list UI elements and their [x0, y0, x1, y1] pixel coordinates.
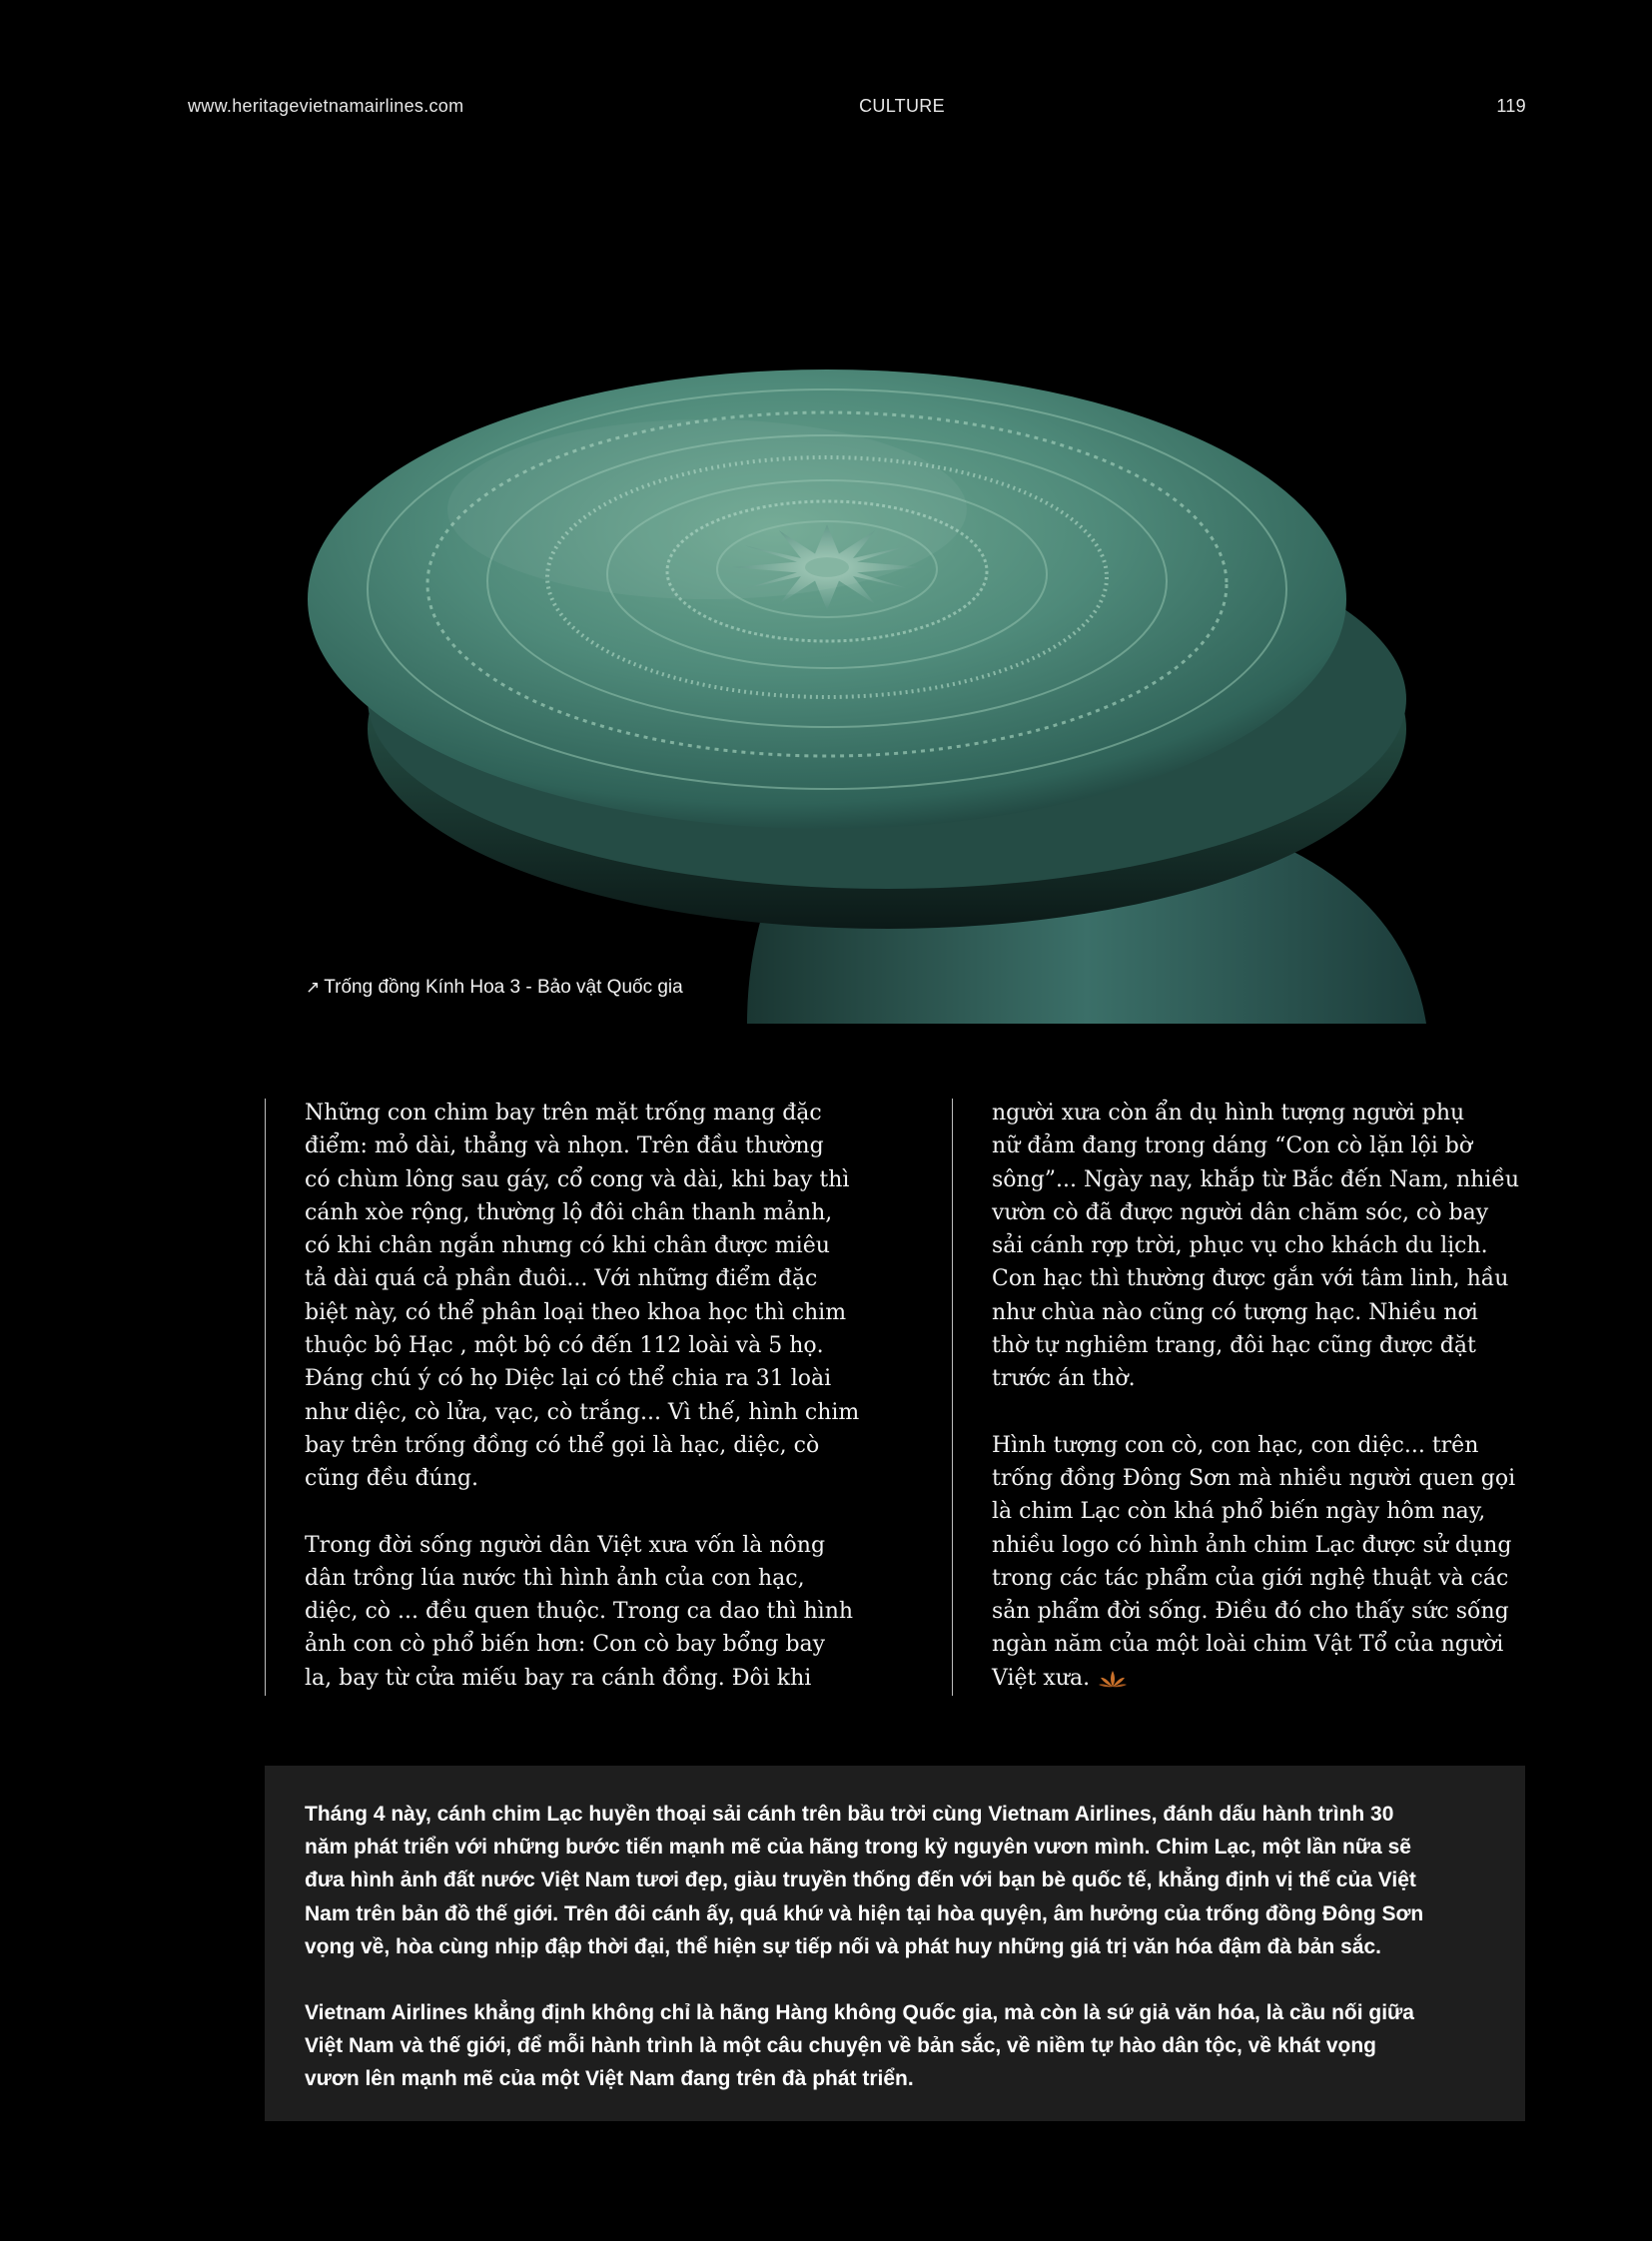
article-right-column: [992, 1097, 1551, 1699]
right-column-rule: [952, 1099, 953, 1696]
left-column-rule: [265, 1099, 266, 1696]
highlight-box-content: [305, 1798, 1488, 2096]
article-paragraph: Trong đời sống người dân Việt xưa vốn là nông dân trồng lúa nước thì hình ảnh của con hạc, diệc, cò ... đều quen thuộc. Trong ca dao thì hình ảnh con cò phổ biến hơn: Con cò bay bổng bay la, bay từ cửa miếu bay ra cánh đồng. Đôi khi: [305, 1532, 854, 1691]
page-number: 119: [1496, 96, 1526, 116]
highlight-paragraph: Tháng 4 này, cánh chim Lạc huyền thoại sải cánh trên bầu trời cùng Vietnam Airlines, đánh dấu hành trình 30 năm phát triển với những bước tiến mạnh mẽ của hãng trong kỷ nguyên vươn mình. Chim Lạc, một lần nữa sẽ đưa hình ảnh đất nước Việt Nam tươi đẹp, giàu truyền thống đến với bạn bè quốc tế, khẳng định vị thế của Việt Nam trên bản đồ thế giới. Trên đôi cánh ấy, quá khứ và hiện tại hòa quyện, âm hưởng của trống đồng Đông Sơn vọng về, hòa cùng nhịp đập thời đại, thể hiện sự tiếp nối và phát huy những giá trị văn hóa đậm đà bản sắc.: [305, 1803, 1424, 1958]
article-paragraph-last: [992, 1429, 1551, 1699]
highlight-box: [265, 1766, 1525, 2121]
bronze-drum-photo: [188, 260, 1526, 1024]
highlight-paragraph: Vietnam Airlines khẳng định không chỉ là hãng Hàng không Quốc gia, mà còn là sứ giả văn hóa, là cầu nối giữa Việt Nam và thế giới, để mỗi hành trình là một câu chuyện về bản sắc, về niềm tự hào dân tộc, về khát vọng vươn lên mạnh mẽ của một Việt Nam đang trên đà phát triển.: [305, 2001, 1414, 2091]
article-left-column: [305, 1097, 864, 1728]
page-header: [188, 96, 1526, 126]
website-url[interactable]: www.heritagevietnamairlines.com: [188, 96, 464, 116]
article-paragraph: người xưa còn ẩn dụ hình tượng người phụ nữ đảm đang trong dáng “Con cò lặn lội bờ sông”... Ngày nay, khắp từ Bắc đến Nam, nhiều vườn cò đã được người dân chăm sóc, cò bay sải cánh rợp trời, phục vụ cho khách du lịch. Con hạc thì thường được gắn với tâm linh, hầu như chùa nào cũng có tượng hạc. Nhiều nơi thờ tự nghiêm trang, đôi hạc cũng được đặt trước án thờ.: [992, 1101, 1520, 1392]
article-paragraph-text: Hình tượng con cò, con hạc, con diệc... trên trống đồng Đông Sơn mà nhiều người quen gọi là chim Lạc còn khá phổ biến ngày hôm nay, nhiều logo có hình ảnh chim Lạc được sử dụng trong các tác phẩm của giới nghệ thuật và các sản phẩm đời sống. Điều đó cho thấy sức sống ngàn năm của một loài chim Vật Tổ của người Việt xưa.: [992, 1432, 1516, 1691]
arrow-up-right-icon: ↗: [306, 978, 321, 997]
article-paragraph: Những con chim bay trên mặt trống mang đặc điểm: mỏ dài, thẳng và nhọn. Trên đầu thường có chùm lông sau gáy, cổ cong và dài, khi bay thì cánh xòe rộng, thường lộ đôi chân thanh mảnh, có khi chân ngắn nhưng có khi chân được miêu tả dài quá cả phần đuôi... Với những điểm đặc biệt này, có thể phân loại theo khoa học thì chim thuộc bộ Hạc , một bộ có đến 112 loài và 5 họ. Đáng chú ý có họ Diệc lại có thể chia ra 31 loài như diệc, cò lửa, vạc, cò trắng... Vì thế, hình chim bay trên trống đồng có thể gọi là hạc, diệc, cò cũng đều đúng.: [305, 1101, 860, 1492]
photo-caption: [306, 977, 683, 999]
caption-text: Trống đồng Kính Hoa 3 - Bảo vật Quốc gia: [324, 977, 683, 998]
lotus-end-mark-icon: [1098, 1666, 1128, 1699]
section-label: CULTURE: [859, 96, 945, 116]
